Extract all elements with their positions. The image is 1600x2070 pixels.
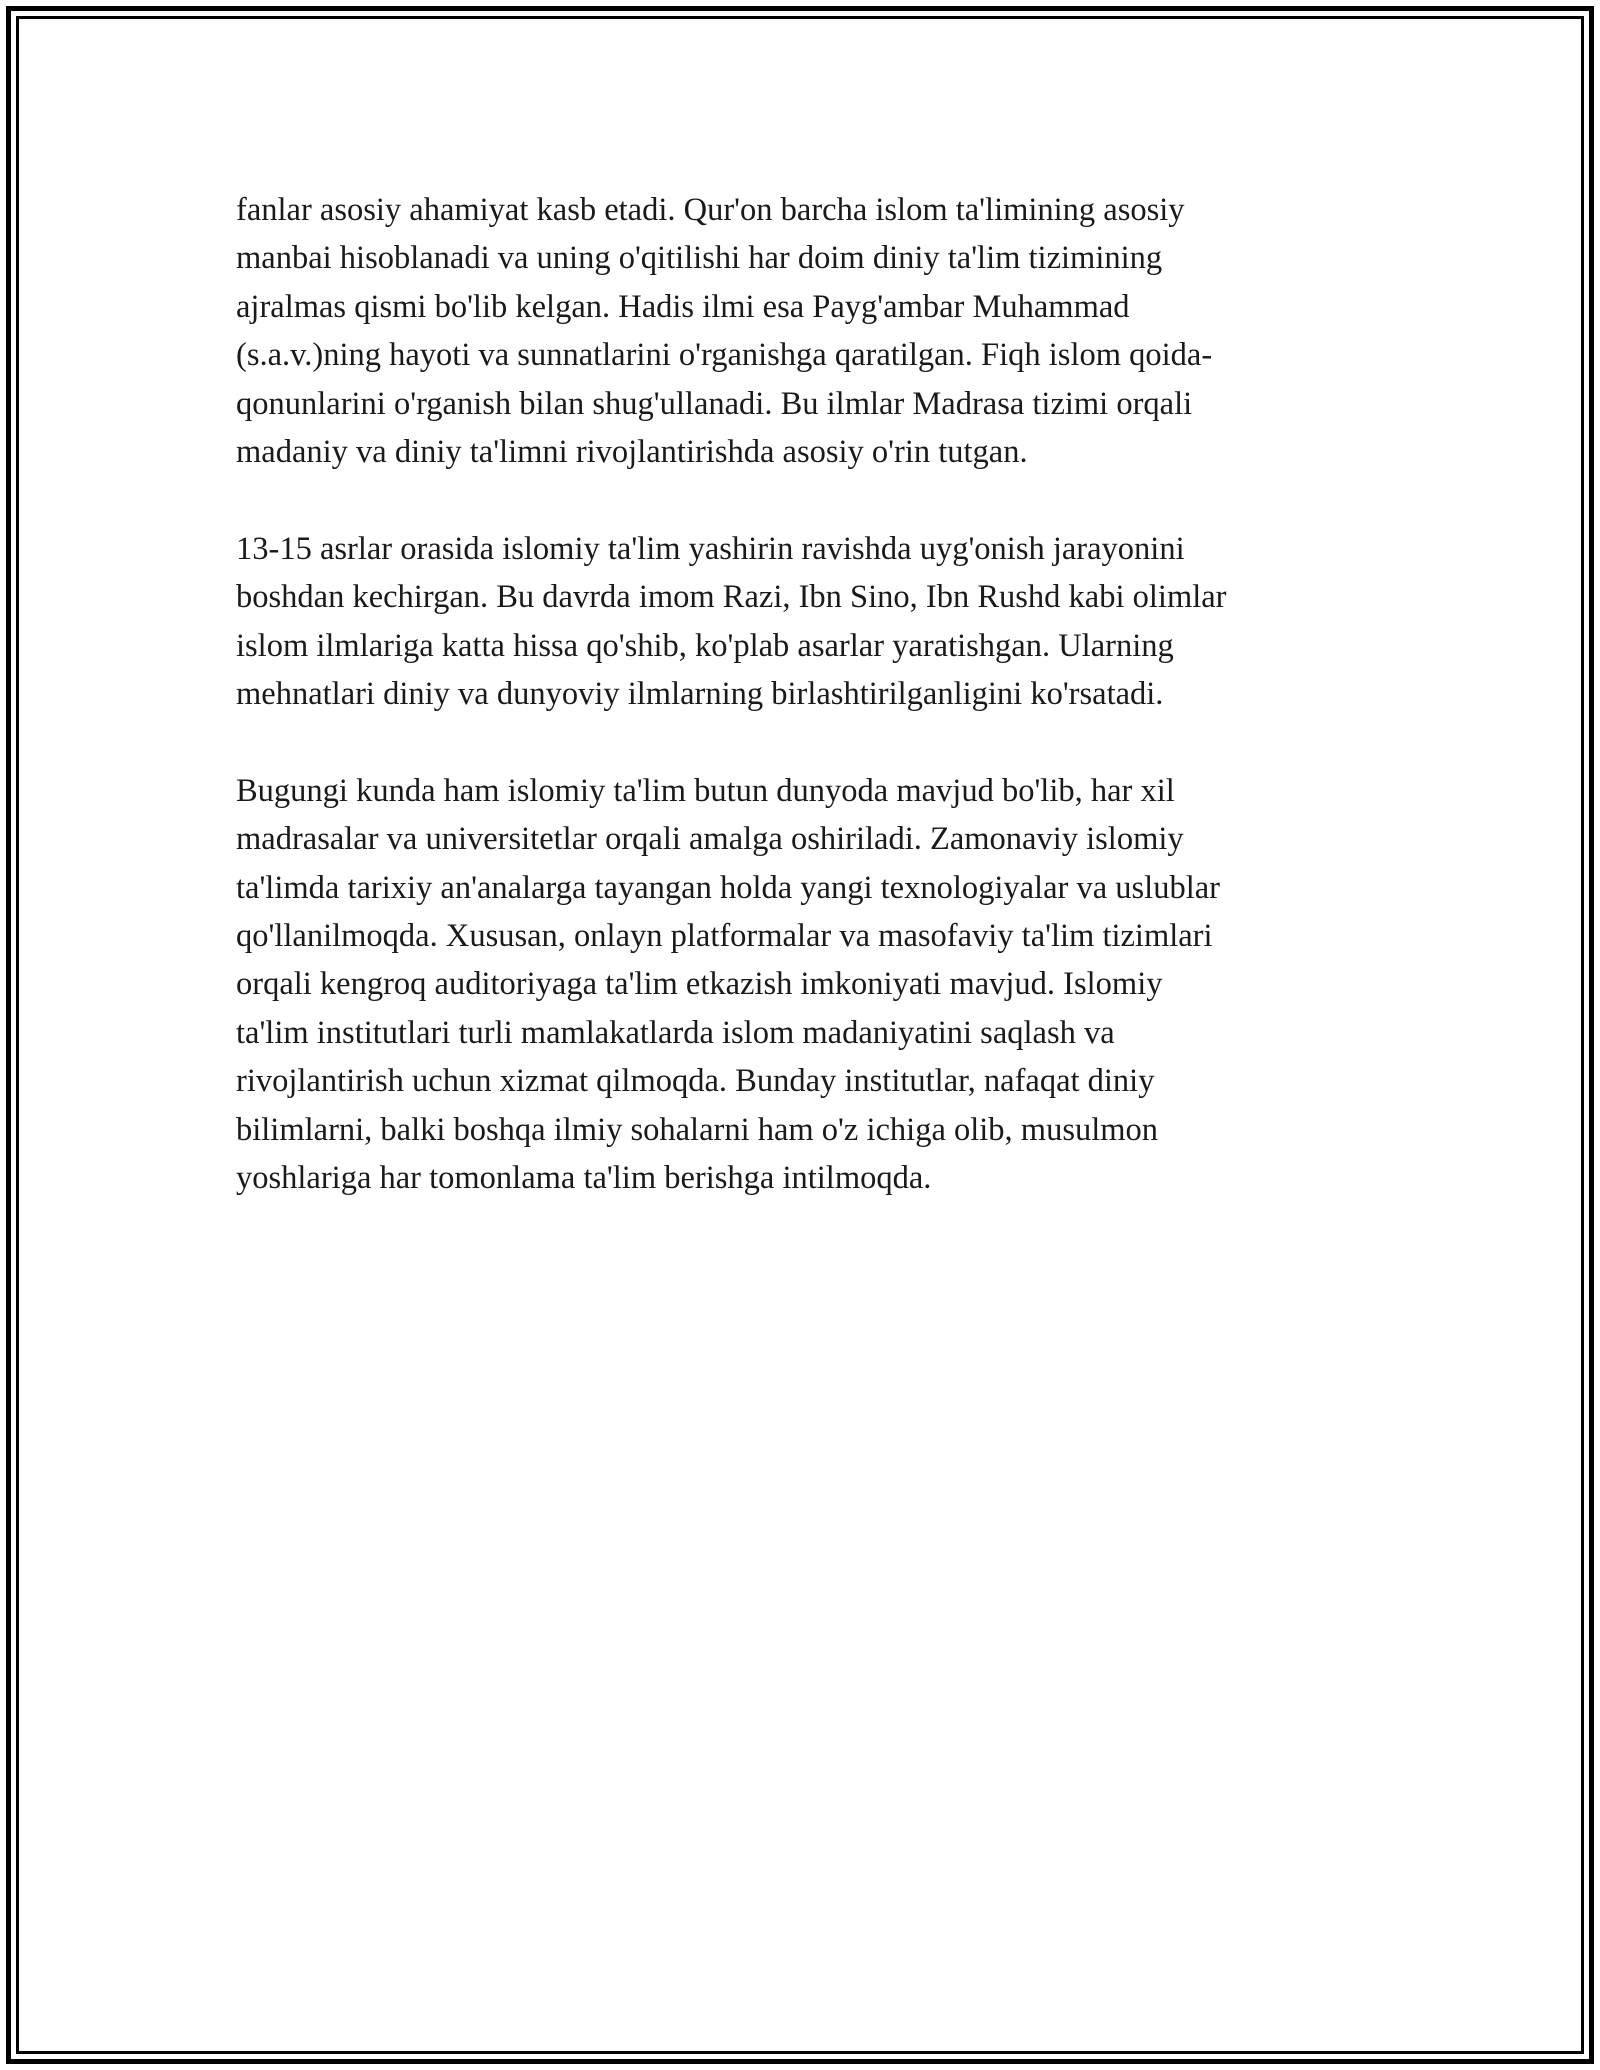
text-line: orqali kengroq auditoriyaga ta'lim etkazish imkoniyati mavjud. Islomiy bbox=[236, 966, 1163, 1003]
text-line: yoshlariga har tomonlama ta'lim berishga intilmoqda. bbox=[236, 1160, 932, 1197]
text-line: ajralmas qismi bo'lib kelgan. Hadis ilmi esa Payg'ambar Muhammad bbox=[236, 288, 1130, 325]
paragraph-1 bbox=[236, 186, 1366, 476]
text-line: ta'lim institutlari turli mamlakatlarda islom madaniyatini saqlash va bbox=[236, 1014, 1115, 1051]
text-line: manbai hisoblanadi va uning o'qitilishi har doim diniy ta'lim tizimining bbox=[236, 240, 1163, 277]
text-line: bilimlarni, balki boshqa ilmiy sohalarni ham o'z ichiga olib, musulmon bbox=[236, 1111, 1159, 1148]
text-line: (s.a.v.)ning hayoti va sunnatlarini o'rganishga qaratilgan. Fiqh islom qoida- bbox=[236, 337, 1213, 374]
text-line: fanlar asosiy ahamiyat kasb etadi. Qur'on barcha islom ta'limining asosiy bbox=[236, 192, 1185, 228]
text-line: 13-15 asrlar orasida islomiy ta'lim yashirin ravishda uyg'onish jarayonini bbox=[236, 530, 1185, 567]
paragraph-3 bbox=[236, 767, 1366, 1203]
text-line: madrasalar va universitetlar orqali amalga oshiriladi. Zamonaviy islomiy bbox=[236, 821, 1184, 858]
text-line: ta'limda tarixiy an'analarga tayangan holda yangi texnologiyalar va uslublar bbox=[236, 869, 1220, 906]
document-body bbox=[236, 186, 1366, 1251]
text-line: islom ilmlariga katta hissa qo'shib, ko'plab asarlar yaratishgan. Ularning bbox=[236, 627, 1174, 664]
text-line: madaniy va diniy ta'limni rivojlantirishda asosiy o'rin tutgan. bbox=[236, 434, 1028, 471]
text-line: qo'llanilmoqda. Xususan, onlayn platformalar va masofaviy ta'lim tizimlari bbox=[236, 918, 1213, 955]
text-line: rivojlantirish uchun xizmat qilmoqda. Bunday institutlar, nafaqat diniy bbox=[236, 1063, 1155, 1100]
text-line: boshdan kechirgan. Bu davrda imom Razi, Ibn Sino, Ibn Rushd kabi olimlar bbox=[236, 579, 1227, 616]
paragraph-2 bbox=[236, 525, 1366, 719]
text-line: Bugungi kunda ham islomiy ta'lim butun dunyoda mavjud bo'lib, har xil bbox=[236, 772, 1175, 809]
text-line: qonunlarini o'rganish bilan shug'ullanadi. Bu ilmlar Madrasa tizimi orqali bbox=[236, 385, 1193, 422]
text-line: mehnatlari diniy va dunyoviy ilmlarning birlashtirilganligini ko'rsatadi. bbox=[236, 676, 1164, 713]
